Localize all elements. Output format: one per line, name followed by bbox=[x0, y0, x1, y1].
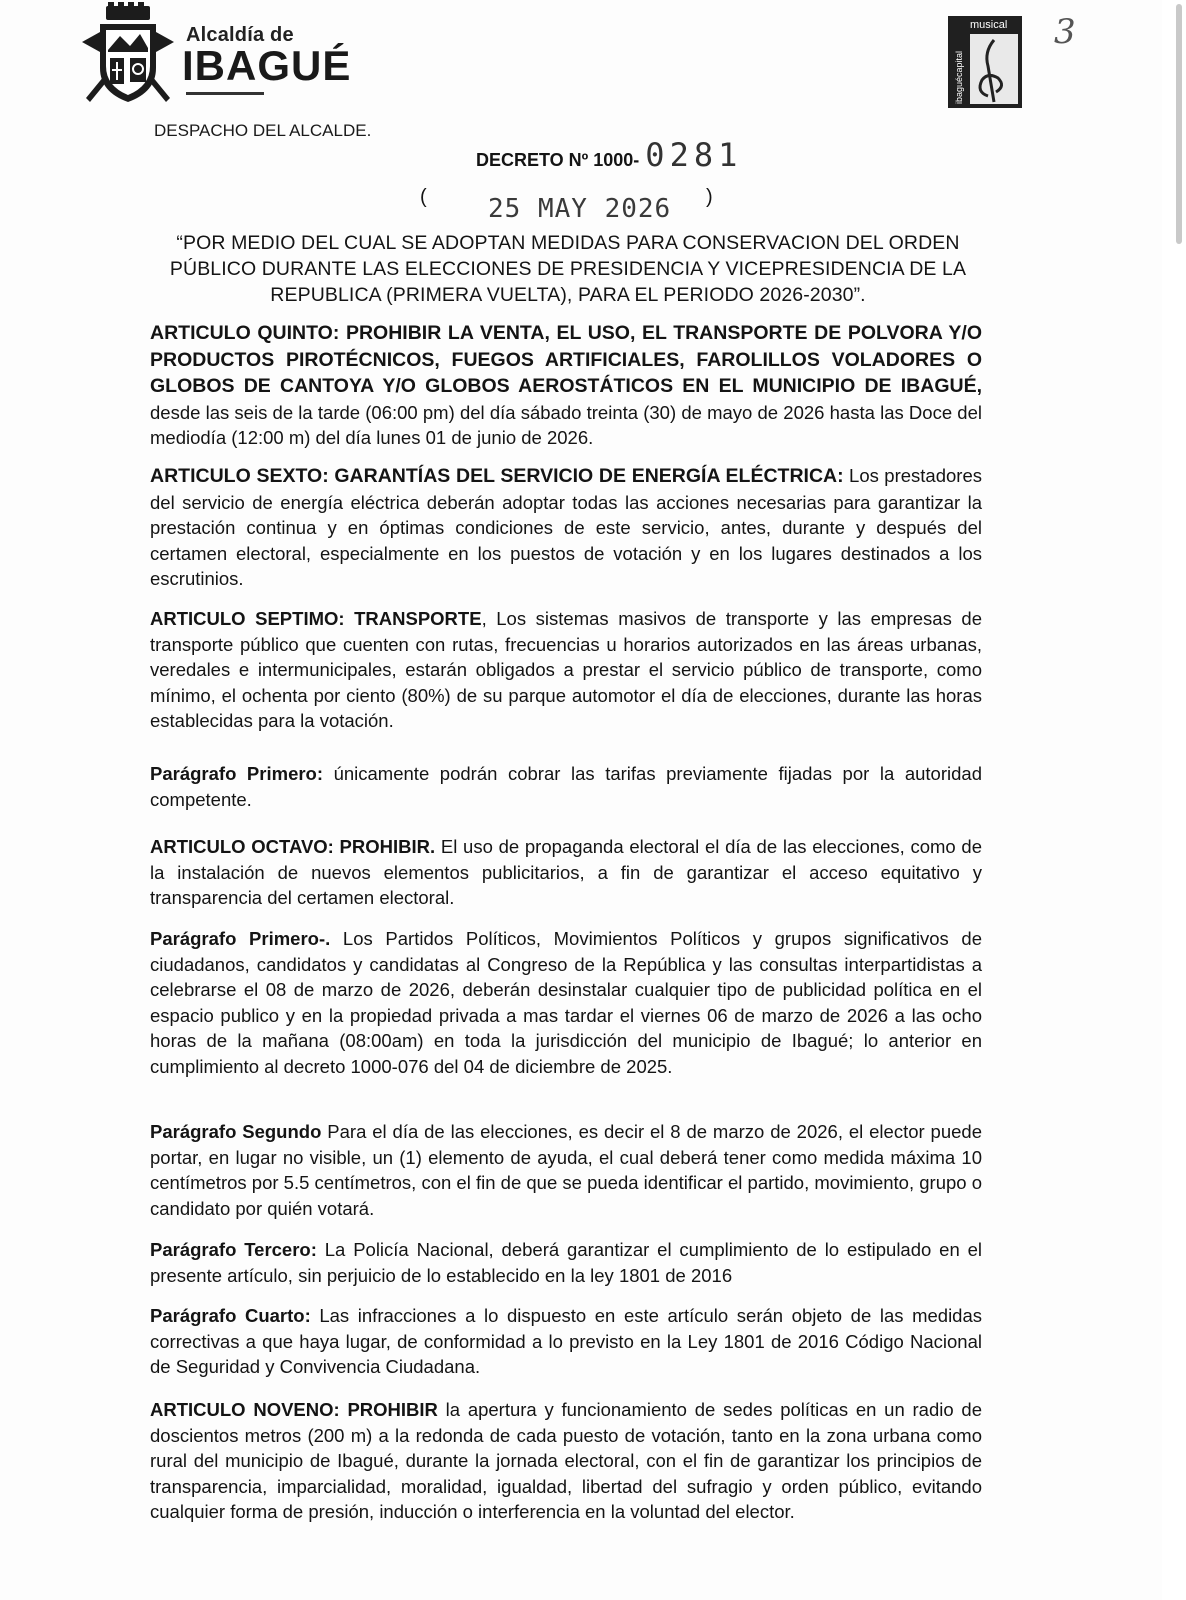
office-name: DESPACHO DEL ALCALDE. bbox=[154, 121, 372, 140]
paragraph-heading: Parágrafo Segundo bbox=[150, 1121, 322, 1142]
paragraph-primero-propaganda bbox=[150, 926, 982, 1079]
paragraph-body: Los Partidos Políticos, Movimientos Políticos y grupos significativos de ciudadanos, candidatos y candidatas al Congreso de la República y las consultas interpartidistas a celebrarse el 08 de marzo de 2026, deberán desinstalar cualquier tipo de publicidad política en el espacio publico y en la propiedad privada a mas tardar el viernes 06 de marzo de 2026 a las ocho horas de la mañana (08:00am) en toda la jurisdicción del municipio de Ibagué; lo anterior en cumplimiento al decreto 1000-076 del 04 de diciembre de 2025. bbox=[150, 928, 982, 1077]
decree-title: “POR MEDIO DEL CUAL SE ADOPTAN MEDIDAS PARA CONSERVACION DEL ORDEN PÚBLICO DURANTE LAS ELECCIONES DE PRESIDENCIA Y VICEPRESIDENCIA DE LA REPUBLICA (PRIMERA VUELTA), PARA EL PERIODO 2026-2030”. bbox=[169, 232, 967, 306]
decree-line bbox=[476, 136, 742, 174]
article-body: la apertura y funcionamiento de sedes políticas en un radio de doscientos metros (200 m) a la redonda de cada puesto de votación, tanto en la zona urbana como rural del municipio de Ibagué, durante la jornada electoral, con el fin de garantizar los principios de transparencia, imparcialidad, moralidad, igualdad, libertad del sufragio y orden público, evitando cualquier forma de presión, inducción o interferencia en la voluntad del elector. bbox=[150, 1399, 982, 1522]
ibague-capital-musical-logo bbox=[948, 16, 1022, 108]
paragraph-heading: Parágrafo Primero-. bbox=[150, 928, 331, 949]
article-body: , Los sistemas masivos de transporte y las empresas de transporte público que cuenten con rutas, frecuencias u horarios autorizados en las áreas urbanas, veredales e intermunicipales, estarán obligados a prestar el servicio público de transporte, como mínimo, el ochenta por ciento (80%) de su parque automotor el día de elecciones, durante las horas establecidas para la votación. bbox=[150, 608, 982, 731]
article-quinto bbox=[150, 320, 982, 451]
article-septimo bbox=[150, 606, 982, 734]
date-paren-close: ) bbox=[706, 186, 713, 208]
article-heading: ARTICULO NOVENO: PROHIBIR bbox=[150, 1399, 438, 1420]
paragraph-body: Para el día de las elecciones, es decir el 8 de marzo de 2026, el elector puede portar, en lugar no visible, un (1) elemento de ayuda, el cual deberá tener como medida máxima 10 centímetros por 5.5 centímetros, con el fin de que se pueda identificar el partido, movimiento, grupo o candidato por quién votará. bbox=[150, 1121, 982, 1219]
article-heading: ARTICULO SEXTO: GARANTÍAS DEL SERVICIO DE ENERGÍA ELÉCTRICA: bbox=[150, 465, 844, 487]
article-heading: ARTICULO OCTAVO: PROHIBIR. bbox=[150, 836, 436, 857]
article-body: desde las seis de la tarde (06:00 pm) del día sábado treinta (30) de mayo de 2026 hasta las Doce del mediodía (12:00 m) del día lunes 01 de junio de 2026. bbox=[150, 401, 982, 448]
decree-number: 0281 bbox=[645, 136, 743, 174]
article-noveno bbox=[150, 1397, 982, 1525]
paragraph-cuarto bbox=[150, 1303, 982, 1380]
date-paren-open: ( bbox=[420, 186, 427, 208]
musical-side-label: ibaguécapital bbox=[954, 50, 964, 104]
article-heading: ARTICULO SEPTIMO: TRANSPORTE bbox=[150, 608, 482, 629]
paragraph-body: La Policía Nacional, deberá garantizar el cumplimiento de lo estipulado en el presente artículo, sin perjuicio de lo establecido en la ley 1801 de 2016 bbox=[150, 1239, 982, 1286]
paragraph-primero-transporte bbox=[150, 761, 982, 812]
logo-title: IBAGUÉ bbox=[182, 42, 352, 89]
scrollbar-thumb[interactable] bbox=[1176, 4, 1182, 244]
paragraph-tercero bbox=[150, 1237, 982, 1288]
article-body: El uso de propaganda electoral el día de las elecciones, como de la instalación de nuevos elementos publicitarios, a fin de garantizar el acceso equitativo y transparencia del certamen electoral. bbox=[150, 836, 982, 908]
article-body: Los prestadores del servicio de energía eléctrica deberán adoptar todas las acciones necesarias para garantizar la prestación continua y en óptimas condiciones de este servicio, antes, durante y después del certamen electoral, especialmente en los puestos de votación y en los lugares destinados a los escrutinios. bbox=[150, 465, 982, 589]
paragraph-body: Las infracciones a lo dispuesto en este artículo serán objeto de las medidas correctivas a que haya lugar, de conformidad a lo previsto en la Ley 1801 de 2016 Código Nacional de Seguridad y Convivencia Ciudadana. bbox=[150, 1305, 983, 1377]
scrollbar-track[interactable] bbox=[1162, 0, 1186, 1600]
handwritten-page-number: 3 bbox=[1054, 12, 1076, 52]
paragraph-body: únicamente podrán cobrar las tarifas previamente fijadas por la autoridad competente. bbox=[150, 763, 982, 810]
decree-label: DECRETO Nº 1000- bbox=[476, 150, 640, 170]
musical-label: musical bbox=[970, 19, 1008, 31]
logo-divider bbox=[186, 92, 264, 95]
logo-subtitle: Alcaldía de bbox=[186, 24, 294, 46]
coat-of-arms-icon bbox=[78, 2, 178, 110]
paragraph-heading: Parágrafo Tercero: bbox=[150, 1239, 317, 1260]
paragraph-heading: Parágrafo Cuarto: bbox=[150, 1305, 311, 1326]
article-heading: ARTICULO QUINTO: PROHIBIR LA VENTA, EL USO, EL TRANSPORTE DE POLVORA Y/O PRODUCTOS PIROTÉCNICOS, FUEGOS ARTIFICIALES, FAROLILLOS VOLADORES O GLOBOS DE CANTOYA Y/O GLOBOS AEROSTÁTICOS EN EL MUNICIPIO DE IBAGUÉ, bbox=[150, 322, 982, 397]
decree-date-stamp: 25 MAY 2026 bbox=[488, 194, 672, 224]
paragraph-heading: Parágrafo Primero: bbox=[150, 763, 324, 784]
alcaldia-logo bbox=[78, 2, 378, 110]
article-sexto bbox=[150, 463, 982, 592]
paragraph-segundo bbox=[150, 1119, 982, 1221]
article-octavo bbox=[150, 834, 982, 911]
